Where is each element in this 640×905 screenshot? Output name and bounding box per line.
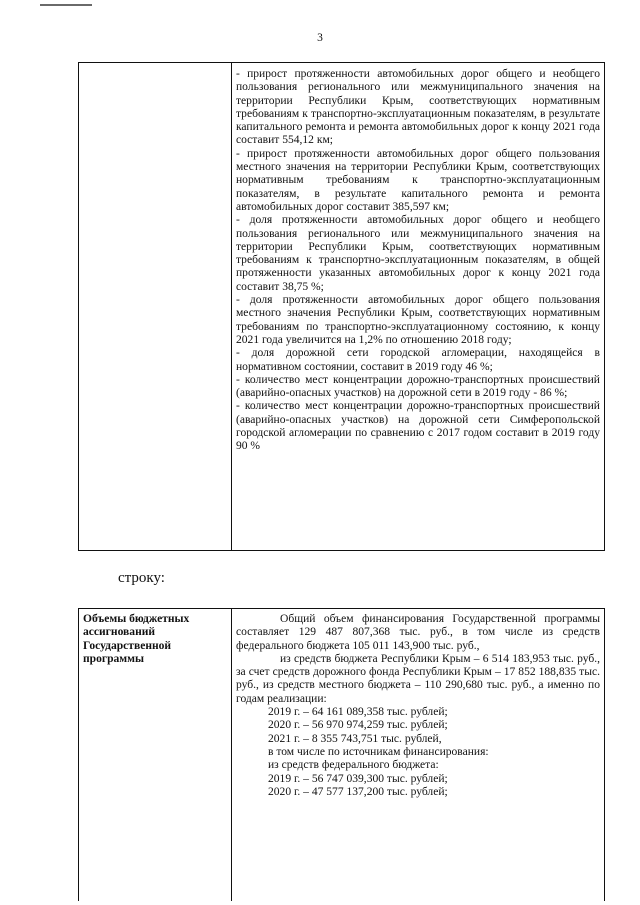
- budget-sources-heading: в том числе по источникам финансирования:: [268, 745, 489, 758]
- budget-content-cell: [232, 609, 605, 902]
- budget-federal-year-line: 2019 г. – 56 747 039,300 тыс. рублей;: [268, 772, 448, 785]
- budget-year-line: 2020 г. – 56 970 974,259 тыс. рублей;: [268, 719, 448, 732]
- page-number: 3: [317, 32, 323, 44]
- indicators-cell: [232, 63, 605, 551]
- budget-row-label: Объемы бюджетных ассигнований Государственной программы: [83, 613, 190, 665]
- budget-year-line: 2019 г. – 64 161 089,358 тыс. рублей;: [268, 706, 448, 719]
- budget-year-line: 2021 г. – 8 355 743,751 тыс. рублей,: [268, 732, 442, 745]
- table-cell-empty: [79, 63, 232, 551]
- indicators-table: [78, 62, 605, 551]
- indicators-text: - прирост протяженности автомобильных дорог общего и необщего пользования регионального или межмуниципального значения на территории Республики Крым, соответствующих нормативным требованиям к транспортно-эксплуатационным показателям, в результате капитального ремонта и ремонта автомобильных дорог к концу 2021 года составит 554,12 км; - прирост протяженности автомобильных дорог общего пользования местного значения на территории Республики Крым, соответствующих нормативным требованиям к транспортно-эксплуатационным показателям, в результате капитального ремонта и ремонта автомобильных дорог составит 385,597 км; - доля протяженности автомобильных дорог общего и необщего пользования регионального или межмуниципального значения на территории Республики Крым, соответствующих нормативным требованиям к транспортно-эксплуатационным показателям, в общей протяженности указанных автомобильных дорог к концу 2021 года составит 38,75 %; - доля протяженности автомобильных дорог общего пользования местного значения Республики Крым, соответствующих нормативным требованиям по транспортно-эксплуатационному состоянию, к концу 2021 года увеличится на 1,2% по отношению 2018 году; - доля дорожной сети городской агломерации, находящейся в нормативном состоянии, составит в 2019 году 46 %; - количество мест концентрации дорожно-транспортных происшествий (аварийно-опасных участков) на дорожной сети в 2019 году - 86 %; - количество мест концентрации дорожно-транспортных происшествий (аварийно-опасных участков) на дорожной сети Симферопольской городской агломерации по сравнению с 2017 годом составит в 2019 году 90 %: [236, 68, 600, 453]
- budget-federal-heading: из средств федерального бюджета:: [268, 759, 439, 772]
- budget-sources-paragraph: из средств бюджета Республики Крым – 6 514 183,953 тыс. руб., за счет средств дорожного фонда Республики Крым – 17 852 188,835 тыс. руб., из средств местного бюджета – 110 290,680 тыс. руб., а именно по годам реализации:: [236, 652, 600, 705]
- budget-table: [78, 608, 605, 901]
- table-row: [79, 63, 605, 551]
- budget-intro-paragraph: Общий объем финансирования Государственной программы составляет 129 487 807,368 тыс. руб., в том числе из средств федерального бюджета 105 011 143,900 тыс. руб.,: [236, 613, 600, 652]
- scan-artifact-line: [40, 4, 92, 6]
- budget-federal-year-line: 2020 г. – 47 577 137,200 тыс. рублей;: [268, 785, 448, 798]
- table-row: [79, 609, 605, 902]
- budget-label-cell: [79, 609, 232, 902]
- section-label: строку:: [118, 570, 165, 586]
